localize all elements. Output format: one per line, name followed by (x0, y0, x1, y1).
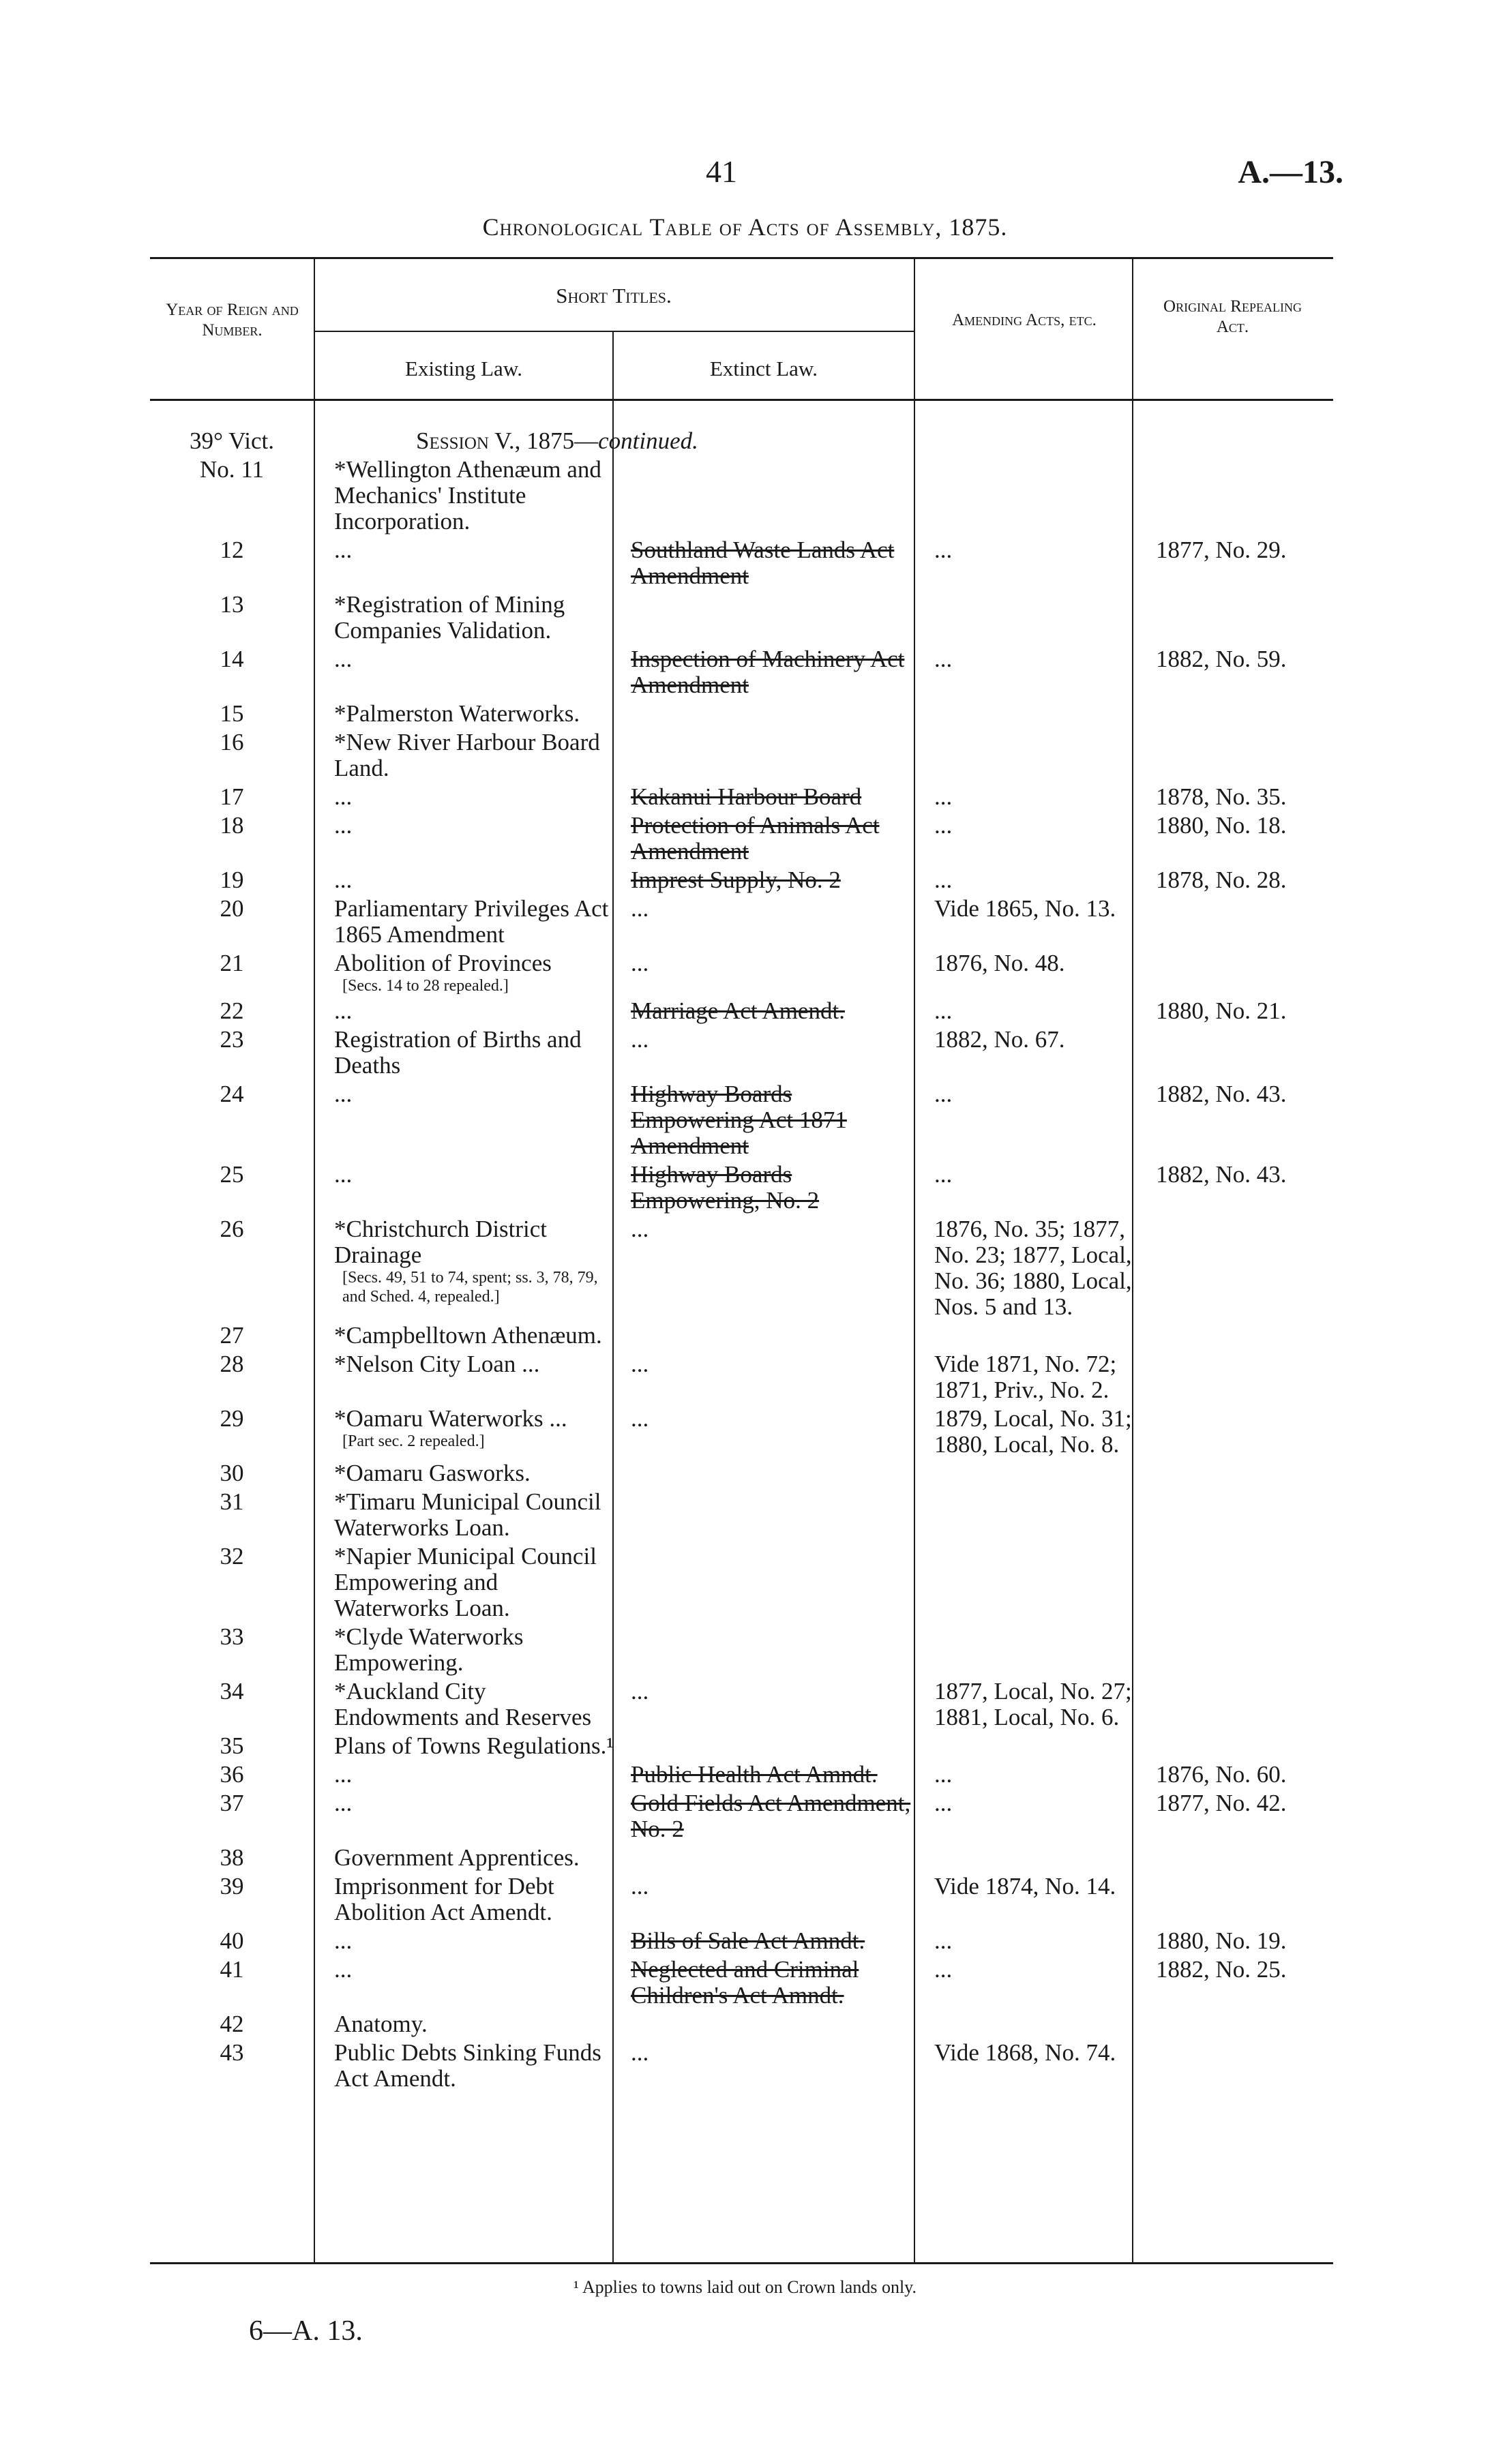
table-row (150, 1323, 1343, 1349)
act-number: 32 (220, 1543, 244, 1569)
page-header (0, 153, 1490, 201)
existing-law-cell (314, 1957, 614, 1983)
act-number: 27 (220, 1322, 244, 1349)
act-number: 42 (220, 2011, 244, 2037)
extinct-law-cell: Highway Boards Empowering Act 1871 Amendment (631, 1081, 847, 1159)
extinct-law-cell: Protection of Animals Act Amendment (631, 812, 880, 865)
extinct-law-cell: ... (631, 950, 649, 976)
act-number: 25 (220, 1161, 244, 1188)
extinct-law-cell: Gold Fields Act Amendment, No. 2 (631, 1790, 911, 1842)
existing-law-note: [Part sec. 2 repealed.] (342, 1432, 485, 1450)
amending-acts-cell: ... (934, 1081, 953, 1107)
header-year-of-reign: Year of Reign and Number. (166, 301, 299, 340)
repealing-act-cell: 1880, No. 19. (1156, 1927, 1287, 1954)
existing-law-cell (314, 457, 614, 535)
extinct-law-cell: ... (631, 1405, 649, 1432)
existing-law-cell (314, 1874, 614, 1925)
amending-acts-cell: ... (934, 1761, 953, 1788)
amending-acts-cell: ... (934, 997, 953, 1024)
existing-law-cell (314, 1544, 614, 1621)
amending-acts-cell: ... (934, 867, 953, 893)
existing-law-title: ... (334, 646, 353, 672)
existing-law-cell (314, 1351, 614, 1377)
header-bottom-rule (150, 399, 1333, 401)
existing-law-cell (314, 1679, 614, 1730)
table-row (150, 1874, 1343, 1925)
existing-law-cell (314, 646, 614, 672)
existing-law-title: ... (334, 1161, 353, 1188)
act-number: 36 (220, 1761, 244, 1788)
repealing-act-cell: 1882, No. 59. (1156, 646, 1287, 672)
table-row (150, 1679, 1343, 1730)
existing-law-cell (314, 701, 614, 727)
act-number: 20 (220, 895, 244, 922)
existing-law-title: ... (334, 1761, 353, 1788)
existing-law-cell (314, 1762, 614, 1788)
act-number: 38 (220, 1844, 244, 1871)
act-number: 28 (220, 1351, 244, 1377)
existing-law-cell (314, 867, 614, 893)
repealing-act-cell: 1880, No. 18. (1156, 812, 1287, 839)
page-number: 41 (706, 154, 737, 189)
extinct-law-cell: Neglected and Criminal Children's Act Amndt. (631, 1956, 859, 2009)
act-number: 41 (220, 1956, 244, 1983)
header-repealing-act: Original Repealing Act. (1163, 297, 1302, 336)
footer-code: 6—A. 13. (249, 2315, 363, 2347)
existing-law-cell (314, 1081, 614, 1107)
extinct-law-cell: Kakanui Harbour Board (631, 783, 862, 810)
repealing-act-cell: 1878, No. 35. (1156, 783, 1287, 810)
repealing-act-cell: 1878, No. 28. (1156, 867, 1287, 893)
extinct-law-cell: ... (631, 1216, 649, 1242)
act-number: 33 (220, 1623, 244, 1650)
table-row (150, 896, 1343, 948)
existing-law-title: *Napier Municipal Council Empowering and Waterworks Loan. (334, 1543, 597, 1621)
table-row (150, 1460, 1343, 1486)
existing-law-cell (314, 1460, 614, 1486)
act-number: 14 (220, 646, 244, 672)
repealing-act-cell: 1877, No. 29. (1156, 537, 1287, 563)
extinct-law-cell: ... (631, 1026, 649, 1053)
repealing-act-cell: 1882, No. 43. (1156, 1161, 1287, 1188)
amending-acts-cell: ... (934, 646, 953, 672)
document-reference: A.—13. (1238, 154, 1343, 190)
act-number: 30 (220, 1460, 244, 1486)
table-row (150, 1351, 1343, 1403)
existing-law-title: Abolition of Provinces (334, 950, 552, 976)
act-number: 26 (220, 1216, 244, 1242)
existing-law-title: *Oamaru Gasworks. (334, 1460, 531, 1486)
existing-law-title: ... (334, 1927, 353, 1954)
existing-law-title: Public Debts Sinking Funds Act Amendt. (334, 2039, 601, 2092)
existing-law-cell (314, 1845, 614, 1871)
table-bottom-rule (150, 2262, 1333, 2264)
existing-law-title: Government Apprentices. (334, 1844, 580, 1871)
amending-acts-cell: Vide 1871, No. 72; 1871, Priv., No. 2. (934, 1351, 1117, 1403)
existing-law-title: *New River Harbour Board Land. (334, 729, 600, 781)
act-number: 22 (220, 997, 244, 1024)
existing-law-title: *Wellington Athenæum and Mechanics' Institute Incorporation. (334, 456, 601, 535)
existing-law-title: ... (334, 867, 353, 893)
session-row (150, 428, 1343, 454)
existing-law-title: Registration of Births and Deaths (334, 1026, 582, 1079)
amending-acts-cell: ... (934, 1790, 953, 1816)
table-row (150, 457, 1343, 535)
existing-law-title: ... (334, 997, 353, 1024)
extinct-law-cell: Imprest Supply, No. 2 (631, 867, 841, 893)
table-body (150, 457, 1343, 2094)
existing-law-cell (314, 1624, 614, 1676)
repealing-act-cell: 1882, No. 43. (1156, 1081, 1287, 1107)
amending-acts-cell: Vide 1874, No. 14. (934, 1873, 1116, 1899)
table-row (150, 1733, 1343, 1759)
table-row (150, 1489, 1343, 1541)
act-number: 43 (220, 2039, 244, 2066)
existing-law-cell (314, 1216, 614, 1306)
existing-law-cell (314, 1928, 614, 1954)
existing-law-cell (314, 784, 614, 810)
existing-law-cell (314, 730, 614, 781)
existing-law-cell (314, 592, 614, 644)
existing-law-title: *Palmerston Waterworks. (334, 700, 580, 727)
act-number: 13 (220, 591, 244, 618)
existing-law-title: ... (334, 1956, 353, 1983)
extinct-law-cell: ... (631, 1678, 649, 1704)
table-row (150, 2040, 1343, 2092)
footnote: ¹ Applies to towns laid out on Crown lands only. (573, 2277, 917, 2297)
existing-law-title: *Oamaru Waterworks ... (334, 1405, 567, 1432)
existing-law-cell (314, 1406, 614, 1451)
existing-law-cell (314, 813, 614, 839)
extinct-law-cell: ... (631, 1873, 649, 1899)
session-heading: Session V., 1875—continued. (416, 427, 698, 454)
extinct-law-cell: ... (631, 895, 649, 922)
act-number: 19 (220, 867, 244, 893)
table-row (150, 998, 1343, 1024)
amending-acts-cell: ... (934, 1161, 953, 1188)
amending-acts-cell: ... (934, 812, 953, 839)
existing-law-cell (314, 1489, 614, 1541)
table-row (150, 867, 1343, 893)
extinct-law-cell: Highway Boards Empowering, No. 2 (631, 1161, 820, 1214)
act-number: 23 (220, 1026, 244, 1053)
existing-law-title: Anatomy. (334, 2011, 428, 2037)
existing-law-cell (314, 998, 614, 1024)
existing-law-title: *Campbelltown Athenæum. (334, 1322, 602, 1349)
existing-law-title: *Clyde Waterworks Empowering. (334, 1623, 524, 1676)
table-row (150, 701, 1343, 727)
amending-acts-cell: 1876, No. 48. (934, 950, 1065, 976)
act-number: 12 (220, 537, 244, 563)
act-number: 16 (220, 729, 244, 755)
act-number: 29 (220, 1405, 244, 1432)
extinct-law-cell: Bills of Sale Act Amndt. (631, 1927, 865, 1954)
existing-law-cell (314, 1162, 614, 1188)
act-number: 21 (220, 950, 244, 976)
extinct-law-cell: Public Health Act Amndt. (631, 1761, 878, 1788)
table-row (150, 1544, 1343, 1621)
amending-acts-cell: 1876, No. 35; 1877, No. 23; 1877, Local, No. 36; 1880, Local, Nos. 5 and 13. (934, 1216, 1132, 1320)
existing-law-title: ... (334, 812, 353, 839)
repealing-act-cell: 1882, No. 25. (1156, 1956, 1287, 1983)
existing-law-title: ... (334, 537, 353, 563)
act-number: 18 (220, 812, 244, 839)
existing-law-title: Imprisonment for Debt Abolition Act Amendt. (334, 1873, 554, 1925)
table-row (150, 1027, 1343, 1079)
act-number: 17 (220, 783, 244, 810)
extinct-law-cell: Southland Waste Lands Act Amendment (631, 537, 895, 589)
amending-acts-cell: ... (934, 537, 953, 563)
existing-law-cell (314, 896, 614, 948)
existing-law-cell (314, 2011, 614, 2037)
amending-acts-cell: ... (934, 1927, 953, 1954)
extinct-law-cell: Inspection of Machinery Act Amendment (631, 646, 905, 698)
table-row (150, 1928, 1343, 1954)
table-row (150, 1845, 1343, 1871)
repealing-act-cell: 1876, No. 60. (1156, 1761, 1287, 1788)
extinct-law-cell: Marriage Act Amendt. (631, 997, 845, 1024)
table-row (150, 537, 1343, 589)
header-short-titles: Short Titles. (556, 284, 672, 307)
existing-law-title: ... (334, 783, 353, 810)
table-row (150, 813, 1343, 865)
table-title: Chronological Table of Acts of Assembly, 1875. (482, 213, 1008, 241)
amending-acts-cell: ... (934, 783, 953, 810)
existing-law-title: *Nelson City Loan ... (334, 1351, 540, 1377)
repealing-act-cell: 1877, No. 42. (1156, 1790, 1287, 1816)
act-number: 35 (220, 1732, 244, 1759)
table-row (150, 730, 1343, 781)
extinct-law-cell: ... (631, 2039, 649, 2066)
table-row (150, 1624, 1343, 1676)
existing-law-cell (314, 950, 614, 995)
table-row (150, 1790, 1343, 1842)
existing-law-title: *Auckland City Endowments and Reserves (334, 1678, 592, 1730)
header-amending-acts: Amending Acts, etc. (952, 311, 1097, 329)
existing-law-title: ... (334, 1790, 353, 1816)
table-row (150, 1216, 1343, 1320)
amending-acts-cell: Vide 1868, No. 74. (934, 2039, 1116, 2066)
extinct-law-cell: ... (631, 1351, 649, 1377)
act-number: 40 (220, 1927, 244, 1954)
table-row (150, 2011, 1343, 2037)
amending-acts-cell: ... (934, 1956, 953, 1983)
existing-law-note: [Secs. 14 to 28 repealed.] (342, 977, 509, 995)
existing-law-title: *Registration of Mining Companies Validation. (334, 591, 565, 644)
act-number: 24 (220, 1081, 244, 1107)
existing-law-note: [Secs. 49, 51 to 74, spent; ss. 3, 78, 79, and Sched. 4, repealed.] (342, 1269, 598, 1306)
header-extinct-law: Extinct Law. (709, 357, 818, 380)
existing-law-title: ... (334, 1081, 353, 1107)
table-row (150, 646, 1343, 698)
existing-law-cell (314, 1790, 614, 1816)
act-number: 37 (220, 1790, 244, 1816)
existing-law-title: *Christchurch District Drainage (334, 1216, 548, 1268)
amending-acts-cell: 1877, Local, No. 27; 1881, Local, No. 6. (934, 1678, 1132, 1730)
existing-law-title: *Timaru Municipal Council Waterworks Loan. (334, 1488, 601, 1541)
table-row (150, 1762, 1343, 1788)
existing-law-title: Plans of Towns Regulations.¹ (334, 1732, 614, 1759)
amending-acts-cell: Vide 1865, No. 13. (934, 895, 1116, 922)
existing-law-cell (314, 537, 614, 563)
amending-acts-cell: 1882, No. 67. (934, 1026, 1065, 1053)
act-number: 34 (220, 1678, 244, 1704)
table-top-rule (150, 257, 1333, 259)
repealing-act-cell: 1880, No. 21. (1156, 997, 1287, 1024)
table-row (150, 784, 1343, 810)
existing-law-cell (314, 1733, 614, 1759)
table-row (150, 1957, 1343, 2009)
header-existing-law: Existing Law. (405, 357, 522, 380)
table-row (150, 950, 1343, 995)
existing-law-title: Parliamentary Privileges Act 1865 Amendment (334, 895, 609, 948)
existing-law-cell (314, 2040, 614, 2092)
act-number: 39 (220, 1873, 244, 1899)
table-row (150, 1162, 1343, 1214)
table-row (150, 592, 1343, 644)
table-row (150, 1081, 1343, 1159)
table-row (150, 1406, 1343, 1458)
existing-law-cell (314, 1323, 614, 1349)
reign-label: 39° Vict. (189, 427, 275, 454)
amending-acts-cell: 1879, Local, No. 31; 1880, Local, No. 8. (934, 1405, 1132, 1458)
act-number: 15 (220, 700, 244, 727)
act-number: 31 (220, 1488, 244, 1515)
act-number: No. 11 (200, 456, 264, 483)
short-titles-rule (314, 331, 914, 332)
existing-law-cell (314, 1027, 614, 1079)
